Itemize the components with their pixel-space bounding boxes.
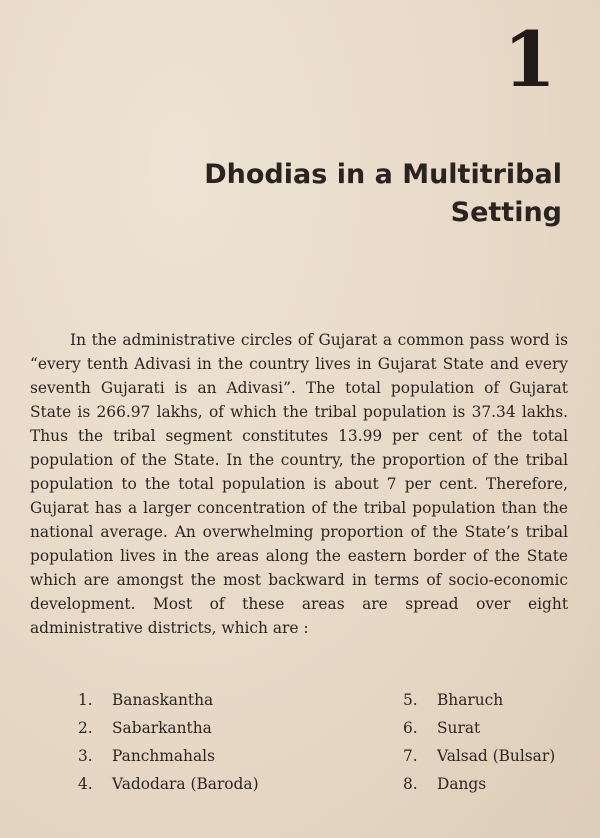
- district-item: [78, 686, 259, 714]
- district-name: Bharuch: [437, 691, 504, 709]
- district-name: Dangs: [437, 775, 487, 793]
- district-number: 8.: [403, 775, 418, 793]
- district-number: 5.: [403, 691, 418, 709]
- chapter-title-line-1: Dhodias in a Multitribal: [204, 159, 562, 190]
- chapter-title: [102, 156, 562, 232]
- district-item: [403, 686, 555, 714]
- district-number: 2.: [78, 719, 93, 737]
- district-number: 3.: [78, 747, 93, 765]
- district-item: [78, 770, 259, 798]
- district-name: Surat: [437, 719, 481, 737]
- district-item: [78, 742, 259, 770]
- district-number: 7.: [403, 747, 418, 765]
- district-number: 4.: [78, 775, 93, 793]
- district-item: [403, 770, 555, 798]
- district-number: 1.: [78, 691, 93, 709]
- district-name: Valsad (Bulsar): [437, 747, 556, 765]
- district-number: 6.: [403, 719, 418, 737]
- district-name: Vadodara (Baroda): [112, 775, 259, 793]
- body-paragraph: In the administrative circles of Gujarat a common pass word is “every tenth Adivasi in the country lives in Gujarat State and every seventh Gujarati is an Adivasi”. The total population of Gujarat State is 266.97 lakhs, of which the tribal population is 37.34 lakhs. Thus the tribal segment constitutes 13.99 per cent of the total population of the State. In the country, the proportion of the tribal population to the total population is about 7 per cent. Therefore, Gujarat has a larger concentration of the tribal population than the national average. An overwhelming proportion of the State’s tribal population lives in the areas along the eastern border of the State which are amongst the most backward in terms of socio-economic development. Most of these areas are spread over eight administrative districts, which are :: [30, 331, 568, 637]
- district-column-right: [403, 686, 555, 798]
- chapter-title-line-2: Setting: [450, 197, 562, 228]
- district-item: [403, 714, 555, 742]
- district-name: Banaskantha: [112, 691, 214, 709]
- district-item: [78, 714, 259, 742]
- district-name: Sabarkantha: [112, 719, 212, 737]
- district-name: Panchmahals: [112, 747, 215, 765]
- district-column-left: [78, 686, 259, 798]
- chapter-number: 1: [503, 15, 556, 104]
- district-item: [403, 742, 555, 770]
